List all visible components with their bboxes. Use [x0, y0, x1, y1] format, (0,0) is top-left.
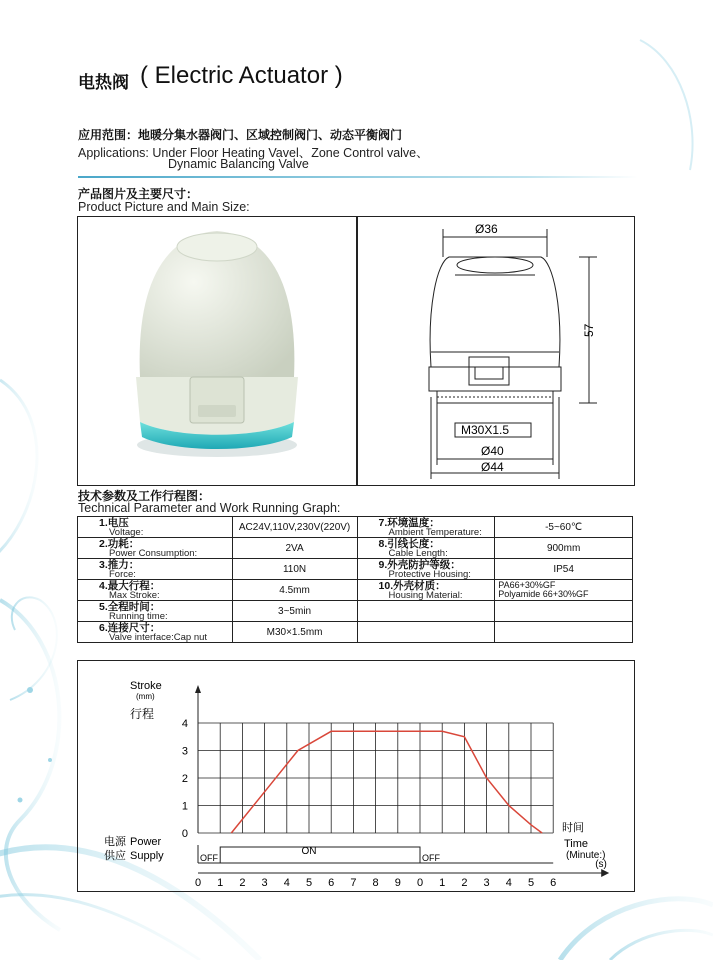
x-tick-label: 4 [505, 877, 512, 889]
spec-value: PA66+30%GF Polyamide 66+30%GF [498, 580, 589, 599]
spec-label-en: Cable Length: [388, 547, 448, 559]
spec-value-right [495, 580, 633, 601]
time-label-unit: (Minute:) [566, 850, 606, 861]
product-photo [78, 217, 357, 485]
dim-d40: Ø40 [481, 444, 504, 458]
spec-value: 110N [282, 563, 307, 575]
power-label-en: Power [130, 836, 162, 848]
dim-d36: Ø36 [475, 222, 498, 236]
section-divider [78, 176, 638, 178]
spec-value: 4.5mm [279, 584, 310, 596]
dim-thread: M30X1.5 [461, 423, 510, 437]
spec-label-cn: 7.环境温度： [378, 516, 440, 529]
y-tick-label: 4 [181, 718, 188, 730]
y-axis-unit: (mm) [136, 692, 155, 701]
y-axis-label-en: Stroke [130, 680, 162, 692]
spec-row [78, 601, 633, 622]
spec-label-right [357, 601, 495, 622]
x-tick-label: 3 [483, 877, 490, 889]
power-off-label-1: OFF [200, 853, 218, 863]
spec-label-cn: 10.外壳材质： [378, 579, 446, 592]
y-axis-arrow [195, 685, 201, 693]
power-label-cn: 电源 [104, 836, 126, 848]
applications-cn: 应用范围：地暖分集水器阀门、区域控制阀门、动态平衡阀门 [78, 128, 403, 142]
work-running-graph [77, 660, 635, 892]
y-axis-label-cn: 行程 [130, 707, 155, 721]
time-label-en: Time [564, 838, 589, 850]
y-tick-label: 3 [181, 745, 188, 758]
stroke-curve [231, 731, 542, 833]
spec-label-en: Valve interface:Cap nut [109, 631, 208, 643]
y-tick-label: 1 [181, 800, 188, 813]
spec-row [78, 538, 633, 559]
spec-value: 2VA [285, 542, 304, 554]
product-photo-box [77, 216, 358, 486]
tech-section-cn: 技术参数及工作行程图： [78, 489, 211, 503]
spec-label-left [78, 601, 233, 622]
applications-en-line2: Dynamic Balancing Valve [168, 157, 309, 171]
x-tick-label: 0 [416, 877, 424, 889]
spec-label-left [78, 538, 233, 559]
spec-label-right [357, 559, 495, 580]
x-tick-label: 7 [350, 877, 357, 889]
spec-row [78, 580, 633, 601]
x-tick-label: 8 [372, 877, 379, 889]
y-tick-label: 0 [181, 828, 188, 840]
x-tick-label: 2 [461, 877, 468, 889]
x-tick-label: 0 [194, 877, 202, 889]
x-tick-label: 9 [394, 877, 401, 889]
spec-label-cn: 6.连接尺寸： [99, 621, 161, 634]
spec-row [78, 517, 633, 538]
spec-label-cn: 4.最大行程： [99, 579, 161, 592]
spec-value: -5~60℃ [545, 521, 583, 533]
title-chinese: 电热阀 [78, 73, 129, 93]
power-off-label-2: OFF [422, 853, 440, 863]
spec-label-cn: 8.引线长度： [378, 537, 440, 550]
x-tick-label: 4 [283, 877, 290, 889]
spec-label-en: Housing Material: [388, 589, 463, 601]
applications-en-line1: Applications: Under Floor Heating Vavel、Zone Control valve、 [78, 146, 429, 160]
tech-section-en: Technical Parameter and Work Running Graph: [78, 501, 341, 515]
spec-label-en: Force: [109, 568, 136, 580]
spec-value-right [495, 517, 633, 538]
spec-value-left [232, 538, 357, 559]
x-axis-arrow [601, 869, 609, 877]
x-tick-label: 1 [439, 877, 446, 889]
spec-label-left [78, 559, 233, 580]
spec-label-left [78, 622, 233, 643]
spec-table [77, 516, 633, 643]
product-section-cn: 产品图片及主要尺寸： [78, 187, 199, 201]
spec-value: IP54 [553, 563, 574, 575]
spec-value-right [495, 559, 633, 580]
x-tick-label: 3 [261, 877, 268, 889]
power-label-en: Supply [130, 850, 164, 862]
x-tick-label: 1 [217, 877, 224, 889]
x-tick-label: 5 [305, 877, 313, 889]
dim-d44: Ø44 [481, 460, 504, 474]
x-tick-label: 5 [527, 877, 535, 889]
product-section-en: Product Picture and Main Size: [78, 200, 250, 214]
x-tick-label: 6 [550, 877, 557, 889]
power-on-label: ON [301, 846, 317, 857]
spec-label-cn: 3.推力： [99, 558, 140, 571]
spec-label-right [357, 580, 495, 601]
spec-value: 900mm [546, 542, 581, 554]
spec-label-left [78, 517, 233, 538]
spec-label-right [357, 538, 495, 559]
spec-label-en: Protective Housing: [388, 568, 471, 580]
spec-label-en: Power Consumption: [109, 547, 198, 559]
spec-value: AC24V,110V,230V(220V) [238, 521, 351, 533]
spec-value-left [232, 580, 357, 601]
spec-value-left [232, 559, 357, 580]
spec-label-cn: 9.外壳防护等级： [378, 558, 461, 571]
spec-value-left [232, 601, 357, 622]
dim-h57: 57 [582, 323, 596, 337]
spec-label-cn: 1.电压 [99, 516, 129, 529]
running-graph-chart [78, 661, 634, 891]
x-tick-label: 2 [239, 877, 246, 889]
spec-row [78, 559, 633, 580]
title-english: ( Electric Actuator ) [140, 62, 343, 89]
dimension-drawing [357, 217, 634, 485]
power-on-pulse [220, 847, 420, 863]
spec-label-cn: 2.功耗： [99, 537, 140, 550]
spec-label-cn: 5.全程时间： [99, 600, 161, 613]
spec-label-left [78, 580, 233, 601]
spec-value-right [495, 538, 633, 559]
spec-label-en: Max Stroke: [109, 589, 160, 601]
spec-value: M30×1.5mm [266, 626, 323, 638]
spec-label-right [357, 517, 495, 538]
spec-label-right [357, 622, 495, 643]
x-tick-label: 6 [328, 877, 335, 889]
spec-value-right [495, 622, 633, 643]
power-label-cn: 供应 [104, 850, 126, 862]
spec-value: 3~5min [278, 605, 312, 617]
dimension-drawing-box [356, 216, 635, 486]
spec-label-en: Ambient Temperature: [388, 526, 482, 538]
spec-label-en: Voltage: [109, 526, 144, 538]
x-axis-unit: (s) [595, 859, 607, 870]
y-tick-label: 2 [181, 773, 188, 785]
time-label-cn: 时间 [562, 822, 584, 834]
spec-value-left [232, 622, 357, 643]
spec-value-left [232, 517, 357, 538]
spec-row [78, 622, 633, 643]
spec-value-right [495, 601, 633, 622]
spec-label-en: Running time: [109, 610, 168, 622]
